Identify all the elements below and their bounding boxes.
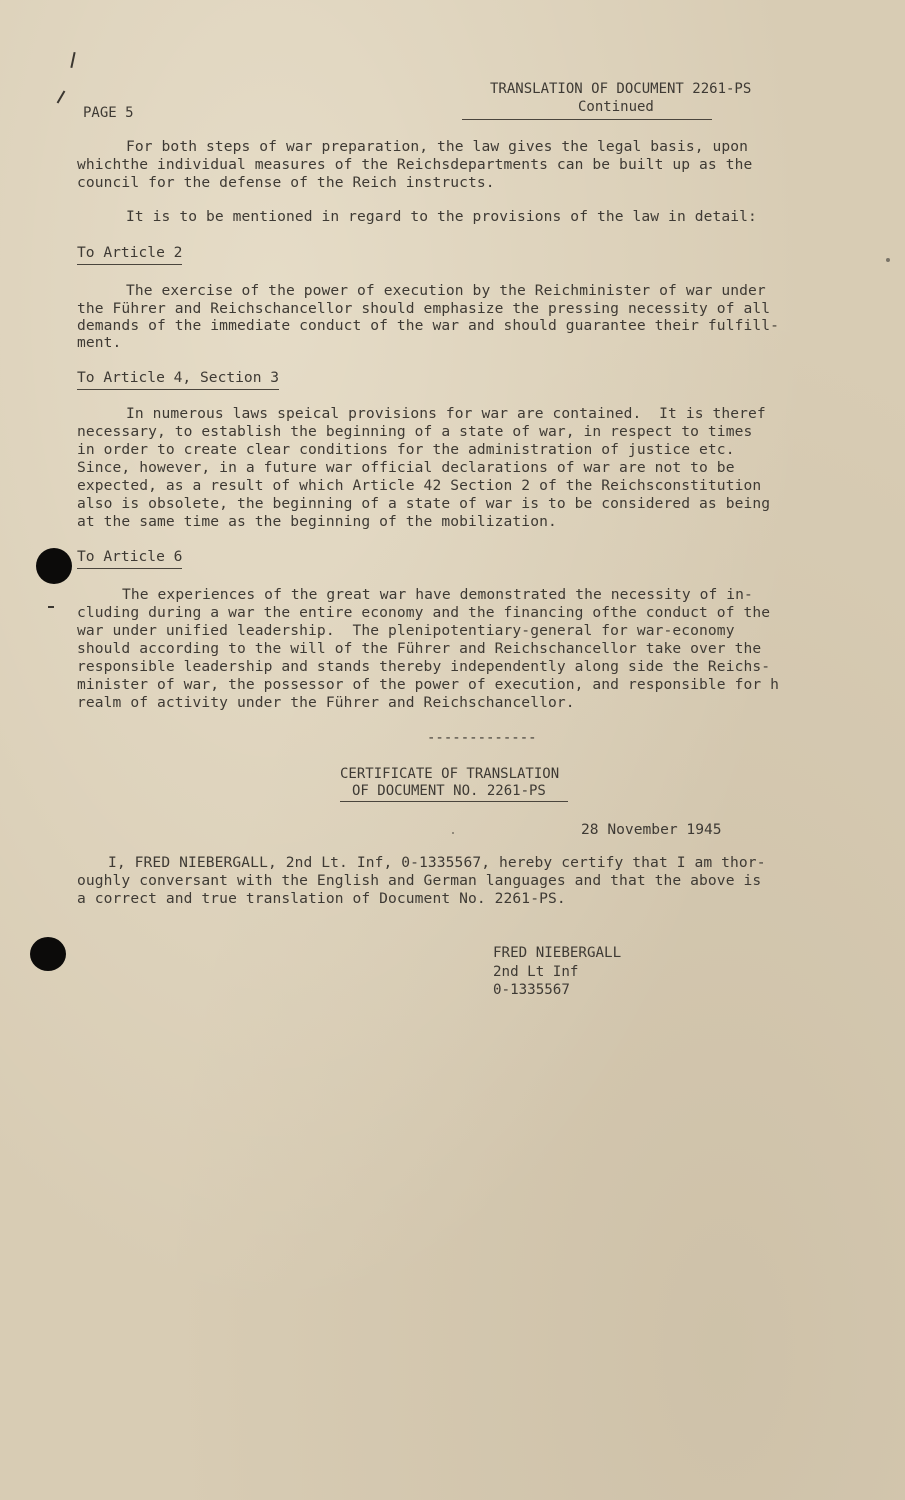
article-4-line: Since, however, in a future war official declarations of war are not to be (77, 459, 735, 476)
margin-tick (48, 606, 54, 608)
article-4-line: In numerous laws speical provisions for war are contained. It is theref (126, 405, 766, 422)
intro-line: For both steps of war preparation, the law gives the legal basis, upon (126, 138, 749, 155)
signature-block (493, 944, 621, 1000)
article-6-line: war under unified leadership. The plenipotentiary-general for war-economy (77, 622, 735, 639)
section-heading-article-4: To Article 4, Section 3 (77, 369, 279, 390)
article-2-line: the Führer and Reichschancellor should emphasize the pressing necessity of all (77, 300, 771, 317)
article-4-line: at the same time as the beginning of the mobilization. (77, 513, 557, 530)
signature-rank: 2nd Lt Inf (493, 963, 579, 980)
article-6-line: realm of activity under the Führer and Reichschancellor. (77, 694, 575, 711)
punch-hole (36, 548, 72, 584)
certificate-date: 28 November 1945 (581, 821, 722, 838)
header-subtitle: Continued (578, 99, 654, 115)
article-4-line: necessary, to establish the beginning of a state of war, in respect to times (77, 423, 753, 440)
section-heading-article-2: To Article 2 (77, 244, 182, 265)
article-2-line: demands of the immediate conduct of the war and should guarantee their fulfill- (77, 317, 780, 334)
header-underline (462, 119, 712, 120)
section-heading-article-6: To Article 6 (77, 548, 182, 569)
pen-mark (57, 90, 66, 103)
intro-mention: It is to be mentioned in regard to the provisions of the law in detail: (126, 208, 757, 225)
article-6-line: minister of war, the possessor of the power of execution, and responsible for h (77, 676, 780, 693)
page-number: PAGE 5 (83, 105, 134, 121)
header-title: TRANSLATION OF DOCUMENT 2261-PS (490, 81, 752, 97)
paper-speck (452, 832, 454, 834)
signature-serial: 0-1335567 (493, 982, 570, 998)
signature-name: FRED NIEBERGALL (493, 945, 622, 961)
intro-line: whichthe individual measures of the Reichsdepartments can be built up as the (77, 156, 753, 173)
article-2-line: The exercise of the power of execution by the Reichminister of war under (126, 282, 766, 299)
pen-mark (70, 52, 75, 68)
document-header (490, 81, 800, 115)
article-2-line: ment. (77, 334, 122, 351)
article-6-line: cluding during a war the entire economy and the financing ofthe conduct of the (77, 604, 771, 621)
paper-speck (886, 258, 890, 262)
punch-hole (30, 937, 66, 971)
certificate-body-line: a correct and true translation of Document No. 2261-PS. (77, 890, 566, 907)
article-4-line: also is obsolete, the beginning of a state of war is to be considered as being (77, 495, 771, 512)
certificate-underline (340, 801, 568, 802)
article-6-line: responsible leadership and stands thereby independently along side the Reichs- (77, 658, 771, 675)
article-4-line: in order to create clear conditions for the administration of justice etc. (77, 441, 735, 458)
certificate-body-line: I, FRED NIEBERGALL, 2nd Lt. Inf, 0-1335567, hereby certify that I am thor- (108, 854, 766, 871)
certificate-title-line2: OF DOCUMENT NO. 2261-PS (352, 783, 546, 799)
intro-line: council for the defense of the Reich instructs. (77, 174, 495, 191)
certificate-body-line: oughly conversant with the English and German languages and that the above is (77, 872, 762, 889)
certificate-title-line1: CERTIFICATE OF TRANSLATION (340, 766, 560, 782)
section-divider: ------------- (427, 730, 537, 746)
article-6-line: The experiences of the great war have demonstrated the necessity of in- (122, 586, 753, 603)
certificate-title (340, 766, 559, 800)
article-4-line: expected, as a result of which Article 42 Section 2 of the Reichsconstitution (77, 477, 762, 494)
article-6-line: should according to the will of the Führer and Reichschancellor take over the (77, 640, 762, 657)
